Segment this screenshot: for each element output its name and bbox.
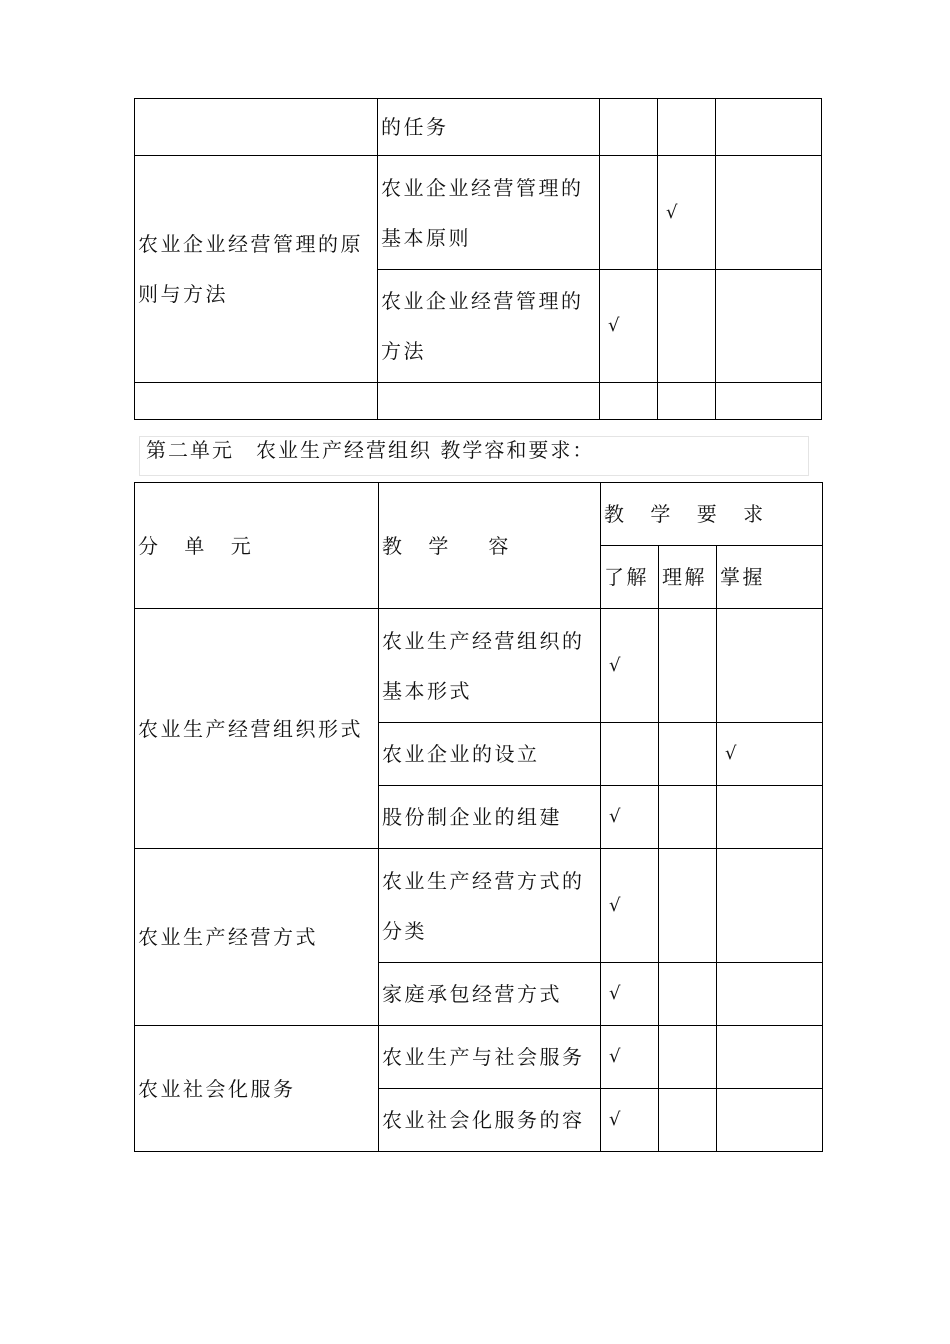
check-mark: √	[658, 156, 716, 270]
check-master-cell	[717, 963, 823, 1026]
check-master-cell	[716, 383, 822, 420]
table-header-row	[135, 483, 823, 546]
content-cell: 农业生产与社会服务	[379, 1026, 601, 1089]
check-master-cell	[717, 849, 823, 963]
check-mark: √	[600, 270, 658, 383]
level-comprehend-header: 理解	[659, 546, 717, 609]
check-mark: √	[601, 786, 659, 849]
check-master-cell	[716, 99, 822, 156]
check-mark: √	[601, 1089, 659, 1152]
table-row	[135, 849, 823, 963]
content-cell: 农业生产经营方式的分类	[379, 849, 601, 963]
unit-cell	[135, 383, 378, 420]
content-cell: 农业生产经营组织的基本形式	[379, 609, 601, 723]
check-understand-cell	[600, 99, 658, 156]
check-comprehend-cell	[659, 963, 717, 1026]
unit-header: 分 单 元	[135, 483, 379, 609]
content-cell: 农业企业的设立	[379, 723, 601, 786]
content-cell: 股份制企业的组建	[379, 786, 601, 849]
content-cell: 家庭承包经营方式	[379, 963, 601, 1026]
table-row	[135, 156, 822, 270]
check-master-cell	[716, 156, 822, 270]
check-understand-cell	[600, 383, 658, 420]
check-comprehend-cell	[659, 723, 717, 786]
table-row	[135, 383, 822, 420]
unit-cell: 农业生产经营组织形式	[135, 609, 379, 849]
check-master-cell	[717, 1026, 823, 1089]
unit2-table	[134, 482, 823, 1152]
check-comprehend-cell	[659, 609, 717, 723]
content-header: 教 学 容	[379, 483, 601, 609]
check-master-cell	[717, 1089, 823, 1152]
check-comprehend-cell	[658, 383, 716, 420]
table-row	[135, 1026, 823, 1089]
unit2-heading: 第二单元 农业生产经营组织 教学容和要求：	[139, 436, 809, 476]
check-comprehend-cell	[658, 270, 716, 383]
check-understand-cell	[600, 156, 658, 270]
table-row	[135, 609, 823, 723]
check-mark: √	[601, 849, 659, 963]
level-master-header: 掌握	[717, 546, 823, 609]
level-understand-header: 了解	[601, 546, 659, 609]
content-cell: 的任务	[378, 99, 600, 156]
unit1-table	[134, 98, 822, 420]
check-mark: √	[601, 609, 659, 723]
check-comprehend-cell	[659, 1089, 717, 1152]
check-comprehend-cell	[658, 99, 716, 156]
check-master-cell	[716, 270, 822, 383]
check-comprehend-cell	[659, 786, 717, 849]
check-master-cell	[717, 609, 823, 723]
check-mark: √	[601, 963, 659, 1026]
check-mark: √	[717, 723, 823, 786]
unit-cell: 农业企业经营管理的原则与方法	[135, 156, 378, 383]
table-row	[135, 99, 822, 156]
check-comprehend-cell	[659, 1026, 717, 1089]
unit-cell: 农业社会化服务	[135, 1026, 379, 1152]
check-master-cell	[717, 786, 823, 849]
check-comprehend-cell	[659, 849, 717, 963]
requirement-header: 教 学 要 求	[601, 483, 823, 546]
check-understand-cell	[601, 723, 659, 786]
content-cell: 农业社会化服务的容	[379, 1089, 601, 1152]
unit-cell	[135, 99, 378, 156]
content-cell	[378, 383, 600, 420]
content-cell: 农业企业经营管理的方法	[378, 270, 600, 383]
content-cell: 农业企业经营管理的基本原则	[378, 156, 600, 270]
check-mark: √	[601, 1026, 659, 1089]
unit-cell: 农业生产经营方式	[135, 849, 379, 1026]
